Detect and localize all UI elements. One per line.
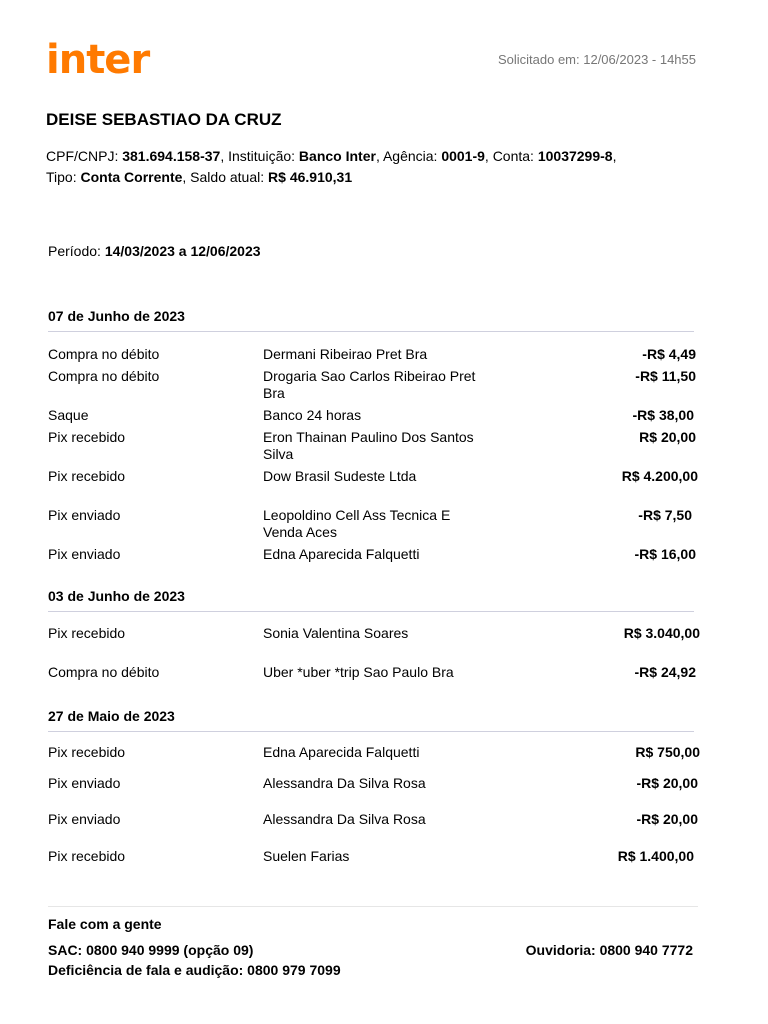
transaction-description: Alessandra Da Silva Rosa [263, 775, 426, 791]
transaction-type: Pix recebido [48, 468, 126, 484]
account-holder-name: DEISE SEBASTIAO DA CRUZ [46, 110, 282, 129]
transaction-type: Pix enviado [48, 507, 121, 523]
type-label: Tipo: [46, 169, 81, 185]
transaction-amount: R$ 750,00 [635, 744, 700, 760]
transaction-description: Banco 24 horas [263, 407, 362, 423]
transaction-amount: -R$ 20,00 [636, 811, 698, 827]
transaction-group [48, 703, 700, 873]
transaction-description: Dermani Ribeirao Pret Bra [263, 346, 428, 362]
period-label: Período: [48, 243, 105, 259]
ouvidoria-phone: Ouvidoria: 0800 940 7772 [525, 942, 693, 958]
transaction-description: Suelen Farias [263, 848, 350, 864]
inter-logo: inter [46, 37, 150, 83]
institution-label: , Instituição: [220, 148, 299, 164]
cpf-label: CPF/CNPJ: [46, 148, 123, 164]
institution-value: Banco Inter [298, 148, 376, 164]
statement-period [48, 243, 261, 259]
transaction-amount: R$ 4.200,00 [621, 468, 698, 484]
transaction-amount: -R$ 20,00 [636, 775, 698, 791]
transaction-type: Compra no débito [48, 664, 160, 680]
transaction-type: Compra no débito [48, 346, 160, 362]
transaction-description: Edna Aparecida Falquetti [263, 744, 420, 760]
account-number: 10037299-8 [537, 148, 613, 164]
transaction-type: Compra no débito [48, 368, 160, 384]
transaction-description: Dow Brasil Sudeste Ltda [263, 468, 417, 484]
transaction-amount: -R$ 11,50 [635, 368, 696, 384]
transaction-amount: -R$ 7,50 [638, 507, 692, 523]
account-label: , Conta: [484, 148, 538, 164]
transaction-type: Pix enviado [48, 546, 121, 562]
account-info-line-2 [46, 167, 616, 188]
transaction-amount: -R$ 24,92 [634, 664, 696, 680]
transaction-type: Saque [48, 407, 89, 423]
group-date: 07 de Junho de 2023 [48, 308, 185, 324]
accessibility-phone: Deficiência de fala e audição: 0800 979 7099 [48, 962, 341, 978]
footer-title: Fale com a gente [48, 916, 162, 932]
transaction-description: Eron Thainan Paulino Dos Santos Silva [263, 429, 474, 462]
transaction-amount: -R$ 16,00 [634, 546, 696, 562]
separator-comma: , [612, 148, 617, 164]
group-date: 27 de Maio de 2023 [48, 708, 175, 724]
transaction-group [48, 583, 700, 688]
transaction-type: Pix enviado [48, 811, 121, 827]
group-divider [48, 611, 694, 612]
transaction-description: Edna Aparecida Falquetti [263, 546, 420, 562]
transaction-amount: -R$ 4,49 [642, 346, 696, 362]
transaction-amount: R$ 1.400,00 [617, 848, 694, 864]
account-info-line-1 [46, 146, 616, 167]
group-divider [48, 731, 694, 732]
account-info [46, 146, 616, 188]
transaction-type: Pix recebido [48, 744, 126, 760]
transaction-description: Drogaria Sao Carlos Ribeirao Pret Bra [263, 368, 476, 401]
transaction-type: Pix recebido [48, 848, 126, 864]
transaction-description: Uber *uber *trip Sao Paulo Bra [263, 664, 454, 680]
transaction-amount: R$ 20,00 [639, 429, 696, 445]
transaction-type: Pix enviado [48, 775, 121, 791]
transaction-description: Alessandra Da Silva Rosa [263, 811, 426, 827]
transaction-type: Pix recebido [48, 429, 126, 445]
agency-label: , Agência: [375, 148, 442, 164]
cpf-value: 381.694.158-37 [122, 148, 221, 164]
transaction-group [48, 303, 698, 573]
group-date: 03 de Junho de 2023 [48, 588, 185, 604]
requested-timestamp: Solicitado em: 12/06/2023 - 14h55 [497, 52, 696, 67]
transaction-description: Sonia Valentina Soares [263, 625, 409, 641]
group-divider [48, 331, 694, 332]
balance-value: R$ 46.910,31 [268, 169, 353, 185]
account-type: Conta Corrente [80, 169, 183, 185]
transaction-amount: R$ 3.040,00 [623, 625, 700, 641]
sac-phone: SAC: 0800 940 9999 (opção 09) [48, 942, 254, 958]
balance-label: , Saldo atual: [182, 169, 269, 185]
footer-divider [48, 906, 698, 907]
period-value: 14/03/2023 a 12/06/2023 [104, 243, 261, 259]
transaction-description: Leopoldino Cell Ass Tecnica E Venda Aces [263, 507, 451, 540]
transaction-amount: -R$ 38,00 [632, 407, 694, 423]
transaction-type: Pix recebido [48, 625, 126, 641]
agency-value: 0001-9 [441, 148, 485, 164]
